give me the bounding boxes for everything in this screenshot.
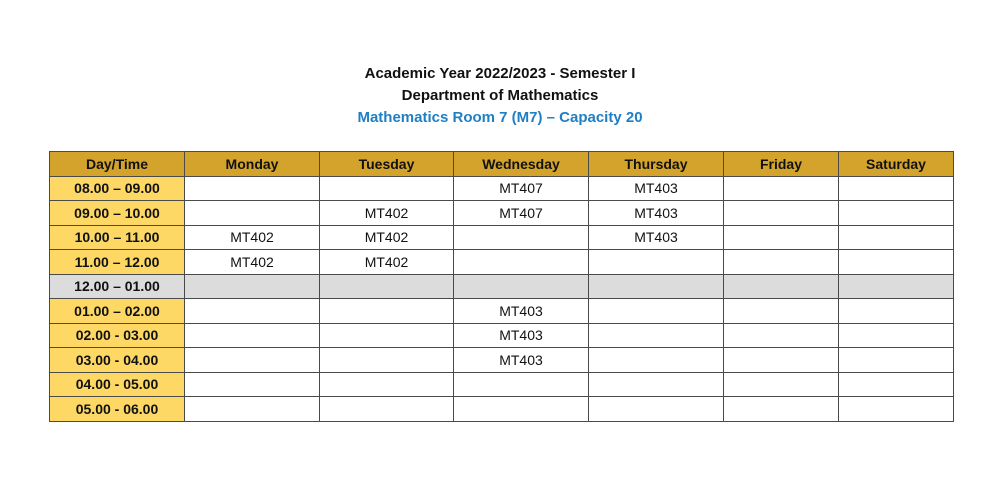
schedule-cell: [589, 299, 724, 324]
schedule-cell: MT402: [320, 201, 454, 226]
schedule-cell: MT402: [185, 250, 320, 275]
page-header: [0, 63, 1000, 129]
schedule-cell: [589, 397, 724, 422]
schedule-cell: MT402: [320, 225, 454, 250]
academic-year-title: Academic Year 2022/2023 - Semester I: [364, 65, 636, 82]
time-slot-cell: 12.00 – 01.00: [50, 274, 185, 299]
table-row: [50, 397, 954, 422]
schedule-cell: MT403: [454, 299, 589, 324]
schedule-cell: [839, 372, 954, 397]
time-slot-cell: 11.00 – 12.00: [50, 250, 185, 275]
schedule-cell: [839, 201, 954, 226]
schedule-cell: [839, 274, 954, 299]
time-slot-cell: 10.00 – 11.00: [50, 225, 185, 250]
schedule-cell: MT403: [454, 348, 589, 373]
schedule-cell: [839, 250, 954, 275]
schedule-cell: MT403: [454, 323, 589, 348]
time-slot-cell: 08.00 – 09.00: [50, 176, 185, 201]
schedule-cell: [454, 250, 589, 275]
schedule-cell: [839, 176, 954, 201]
column-header-friday: Friday: [724, 152, 839, 177]
column-header-tuesday: Tuesday: [320, 152, 454, 177]
table-row: [50, 348, 954, 373]
column-header-saturday: Saturday: [839, 152, 954, 177]
schedule-cell: [839, 323, 954, 348]
timetable: [49, 151, 954, 422]
schedule-cell: [185, 299, 320, 324]
timetable-body: [50, 176, 954, 421]
schedule-cell: MT403: [589, 225, 724, 250]
schedule-cell: MT403: [589, 176, 724, 201]
table-row: [50, 323, 954, 348]
time-slot-cell: 04.00 - 05.00: [50, 372, 185, 397]
department-title: Department of Mathematics: [401, 87, 599, 104]
column-header-day-time: Day/Time: [50, 152, 185, 177]
schedule-cell: [454, 274, 589, 299]
schedule-cell: [589, 372, 724, 397]
schedule-cell: [320, 397, 454, 422]
schedule-cell: [454, 225, 589, 250]
schedule-cell: [454, 372, 589, 397]
room-title: Mathematics Room 7 (M7) – Capacity 20: [357, 109, 643, 126]
table-row: [50, 176, 954, 201]
schedule-cell: [724, 299, 839, 324]
schedule-cell: [724, 225, 839, 250]
table-row: [50, 250, 954, 275]
schedule-cell: [589, 323, 724, 348]
time-slot-cell: 01.00 – 02.00: [50, 299, 185, 324]
table-row: [50, 225, 954, 250]
table-row: [50, 299, 954, 324]
schedule-cell: MT403: [589, 201, 724, 226]
schedule-cell: [839, 397, 954, 422]
schedule-cell: [185, 201, 320, 226]
time-slot-cell: 05.00 - 06.00: [50, 397, 185, 422]
schedule-cell: MT402: [185, 225, 320, 250]
time-slot-cell: 09.00 – 10.00: [50, 201, 185, 226]
schedule-cell: [320, 372, 454, 397]
schedule-cell: [724, 372, 839, 397]
schedule-cell: [724, 274, 839, 299]
schedule-cell: [185, 323, 320, 348]
time-slot-cell: 03.00 - 04.00: [50, 348, 185, 373]
schedule-cell: [185, 372, 320, 397]
schedule-cell: [185, 274, 320, 299]
schedule-cell: [724, 176, 839, 201]
header-row: [50, 152, 954, 177]
schedule-cell: [724, 397, 839, 422]
schedule-cell: [185, 348, 320, 373]
schedule-cell: [839, 348, 954, 373]
schedule-cell: [320, 274, 454, 299]
column-header-wednesday: Wednesday: [454, 152, 589, 177]
schedule-cell: [724, 250, 839, 275]
schedule-cell: [589, 250, 724, 275]
schedule-cell: [185, 397, 320, 422]
table-row: [50, 372, 954, 397]
table-row: [50, 201, 954, 226]
schedule-cell: MT402: [320, 250, 454, 275]
schedule-cell: [724, 348, 839, 373]
schedule-cell: [454, 397, 589, 422]
column-header-monday: Monday: [185, 152, 320, 177]
schedule-cell: [839, 299, 954, 324]
schedule-cell: [320, 299, 454, 324]
schedule-cell: [589, 274, 724, 299]
schedule-cell: [724, 323, 839, 348]
schedule-cell: [320, 176, 454, 201]
time-slot-cell: 02.00 - 03.00: [50, 323, 185, 348]
schedule-cell: [724, 201, 839, 226]
schedule-cell: [185, 176, 320, 201]
schedule-cell: [320, 323, 454, 348]
schedule-cell: MT407: [454, 176, 589, 201]
schedule-cell: [839, 225, 954, 250]
schedule-cell: [589, 348, 724, 373]
break-row: [50, 274, 954, 299]
column-header-thursday: Thursday: [589, 152, 724, 177]
schedule-cell: MT407: [454, 201, 589, 226]
schedule-cell: [320, 348, 454, 373]
